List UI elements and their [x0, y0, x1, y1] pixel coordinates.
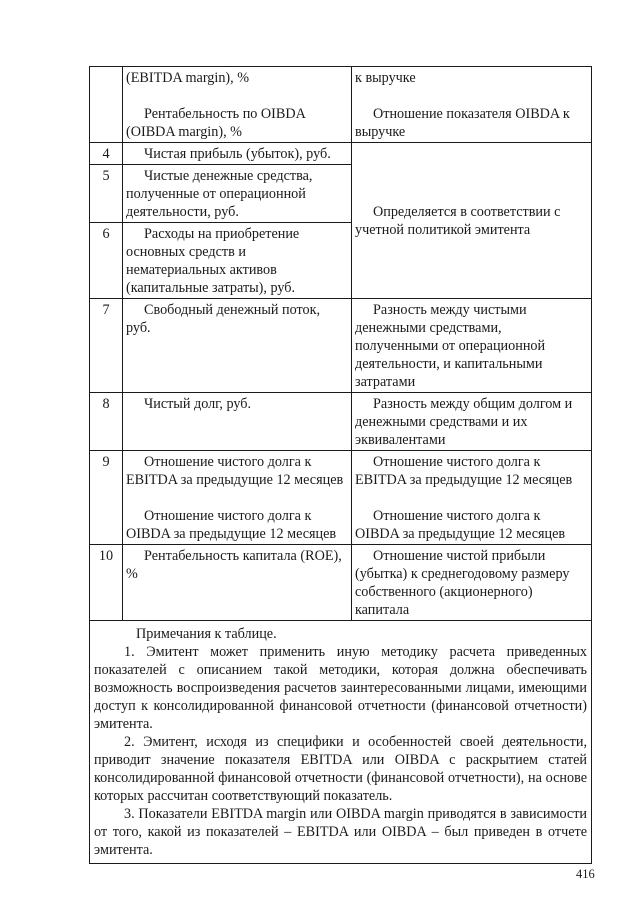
- row-number: [90, 67, 123, 143]
- note-item: 1. Эмитент может применить иную методику расчета приведенных показателей с описанием такой методики, которая должна обеспечивать возможность воспроизведения расчетов заинтересованными лицами, имеющими доступ к консолидированной финансовой отчетности (финансовой отчетности) эмитента.: [94, 644, 587, 732]
- notes-row: [90, 621, 592, 864]
- indicator-definition: Отношение чистого долга к EBITDA за предыдущие 12 месяцев Отношение чистого долга к OIBDA за предыдущие 12 месяцев: [352, 451, 592, 545]
- note-item: 3. Показатели EBITDA margin или OIBDA margin приводятся в зависимости от того, какой из показателей – EBITDA или OIBDA – был приведен в отчете эмитента.: [94, 806, 587, 858]
- table-row: [90, 299, 592, 393]
- indicator-name: Чистая прибыль (убыток), руб.: [123, 143, 352, 165]
- notes-title: Примечания к таблице.: [136, 626, 277, 642]
- indicator-name: Чистый долг, руб.: [123, 393, 352, 451]
- indicator-name: Рентабельность капитала (ROE), %: [123, 545, 352, 621]
- row-number: 8: [90, 393, 123, 451]
- indicator-definition: Разность между общим долгом и денежными средствами и их эквивалентами: [352, 393, 592, 451]
- table-row: [90, 143, 592, 165]
- note-item: 2. Эмитент, исходя из специфики и особенностей своей деятельности, приводит значение показателя EBITDA или OIBDA с раскрытием статей консолидированной финансовой отчетности (финансовой отчетности), на основе которых рассчитан соответствующий показатель.: [94, 734, 587, 804]
- indicator-definition: Отношение чистой прибыли (убытка) к среднегодовому размеру собственного (акционерного) капитала: [352, 545, 592, 621]
- row-number: 10: [90, 545, 123, 621]
- indicator-name: Чистые денежные средства, полученные от операционной деятельности, руб.: [123, 165, 352, 223]
- table-notes: [90, 621, 592, 864]
- page-number: 416: [576, 867, 595, 881]
- table-row: [90, 451, 592, 545]
- table-row: [90, 545, 592, 621]
- indicator-name: (EBITDA margin), % Рентабельность по OIBDA (OIBDA margin), %: [123, 67, 352, 143]
- table-row: [90, 393, 592, 451]
- table-row: [90, 67, 592, 143]
- row-number: 7: [90, 299, 123, 393]
- indicator-definition: Разность между чистыми денежными средствами, полученными от операционной деятельности, и капитальными затратами: [352, 299, 592, 393]
- row-number: 5: [90, 165, 123, 223]
- row-number: 9: [90, 451, 123, 545]
- row-number: 4: [90, 143, 123, 165]
- row-number: 6: [90, 223, 123, 299]
- indicator-definition-merged: Определяется в соответствии с учетной политикой эмитента: [352, 143, 592, 299]
- indicators-table: [89, 66, 592, 864]
- indicator-name: Свободный денежный поток, руб.: [123, 299, 352, 393]
- indicator-definition: к выручке Отношение показателя OIBDA к выручке: [352, 67, 592, 143]
- indicator-name: Расходы на приобретение основных средств и нематериальных активов (капитальные затраты), руб.: [123, 223, 352, 299]
- indicator-name: Отношение чистого долга к EBITDA за предыдущие 12 месяцев Отношение чистого долга к OIBDA за предыдущие 12 месяцев: [123, 451, 352, 545]
